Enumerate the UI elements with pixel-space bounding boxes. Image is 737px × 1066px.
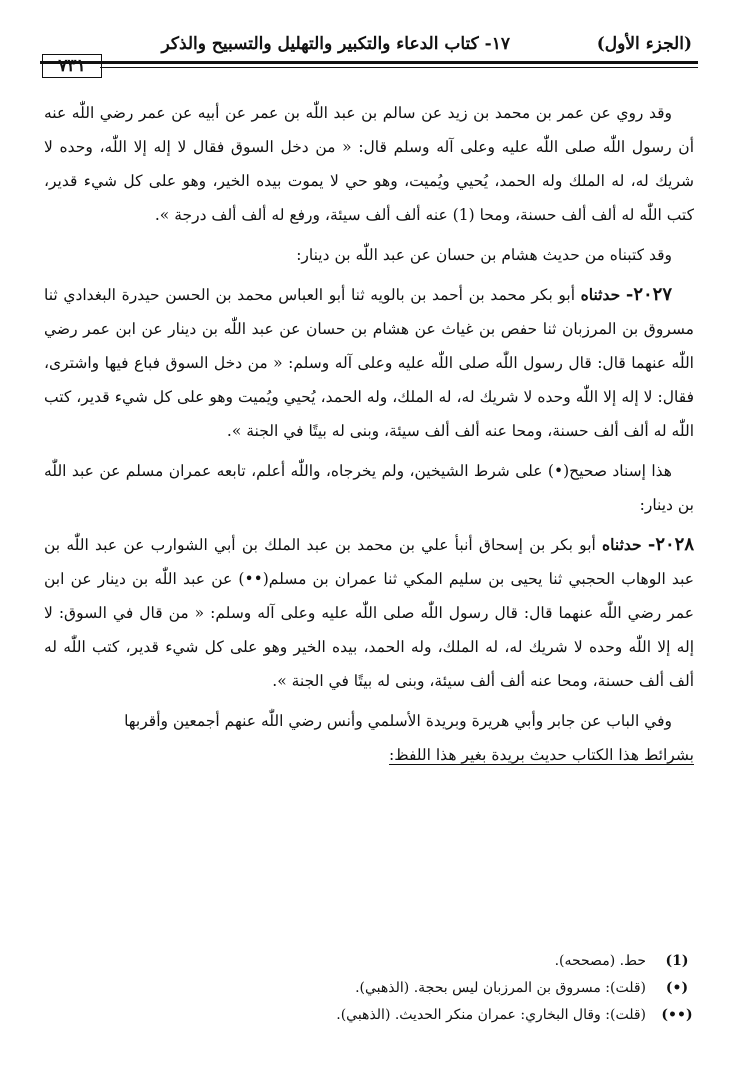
- paragraph-note: [44, 238, 694, 272]
- footnote-text: (قلت): وقال البخاري: عمران منكر الحديث. (الذهبي).: [336, 1007, 646, 1023]
- main-text: [44, 96, 694, 778]
- footnote-mark: (1): [665, 953, 689, 969]
- header-rule-thin: [100, 67, 698, 68]
- footnote: [44, 975, 694, 1002]
- hadith-2028: [44, 528, 694, 698]
- paragraph-chapter-note: [44, 704, 694, 738]
- hadith-keyword: حدثناه: [580, 285, 621, 304]
- paragraph-text: هذا إسناد صحيح(•) على شرط الشيخين، ولم يخرجاه، واللّٰه أعلم، تابعه عمران مسلم عن عبد اللّٰه بن دينار:: [44, 462, 694, 514]
- hadith-text: أبو بكر محمد بن أحمد بن بالويه ثنا أبو العباس محمد بن الحسن حيدرة البغدادي ثنا مسروق بن المرزبان ثنا حفص بن غياث عن هشام بن حسان عن عبد اللّٰه بن دينار عن ابن عمر رضي اللّٰه عنهما قال: قال رسول اللّٰه صلى اللّٰه عليه وعلى آله وسلم: « من دخل السوق فباع فيها واشترى، فقال: لا إله إلا اللّٰه وحده لا شريك له، له الملك، وله الحمد، يُحيي ويُميت وهو على كل شيء قدير، كتب اللّٰه له ألف ألف حسنة، ومحا عنه ألف ألف سيئة، وبنى له بيتًا في الجنة ».: [44, 286, 694, 440]
- running-header: [40, 32, 698, 62]
- paragraph-text: وقد كتبناه من حديث هشام بن حسان عن عبد اللّٰه بن دينار:: [296, 246, 672, 264]
- footnote-text: حط. (مصححه).: [554, 953, 646, 969]
- header-rule-thick: [40, 61, 698, 64]
- hadith-2027: [44, 278, 694, 448]
- footnote: [44, 948, 694, 975]
- chapter-title: ١٧- كتاب الدعاء والتكبير والتهليل والتسبيح والذكر: [161, 34, 510, 54]
- paragraph-intro: [44, 96, 694, 232]
- footnotes: [44, 948, 694, 1029]
- footnote: [44, 1002, 694, 1029]
- hadith-number: ٢٠٢٨-: [647, 534, 694, 555]
- footnote-text: (قلت): مسروق بن المرزبان ليس بحجة. (الذهبي).: [355, 980, 646, 996]
- paragraph-last-line: [44, 738, 694, 772]
- page-number: ٧٣١: [42, 54, 102, 78]
- hadith-number: ٢٠٢٧-: [625, 284, 672, 305]
- hadith-keyword: حدثناه: [602, 535, 642, 554]
- footnote-mark: (•): [665, 980, 689, 996]
- paragraph-text: بشرائط هذا الكتاب حديث بريدة بغير هذا اللفظ:: [389, 746, 694, 764]
- footnote-mark: (••): [661, 1007, 693, 1023]
- paragraph-text: وقد روي عن عمر بن محمد بن زيد عن سالم بن عبد اللّٰه بن عمر عن أبيه عن عمر رضي اللّٰه عنه أن رسول اللّٰه صلى اللّٰه عليه وعلى آله وسلم قال: « من دخل السوق فقال لا إله إلا اللّٰه، وحده لا شريك له، له الملك وله الحمد، يُحيي ويُميت، وهو حي لا يموت بيده الخير، وهو على كل شيء قدير، كتب اللّٰه له ألف ألف حسنة، ومحا (1) عنه ألف ألف سيئة، ورفع له ألف ألف درجة ».: [44, 104, 694, 224]
- paragraph-grading: [44, 454, 694, 522]
- paragraph-text: وفي الباب عن جابر وأبي هريرة وبريدة الأسلمي وأنس رضي اللّٰه عنهم أجمعين وأقربها: [124, 712, 672, 730]
- volume-label: (الجزء الأول): [596, 34, 692, 54]
- hadith-text: أبو بكر بن إسحاق أنبأ علي بن محمد بن عبد الملك بن أبي الشوارب عن عبد اللّٰه بن عبد الوهاب الحجبي ثنا يحيى بن سليم المكي ثنا عمران بن مسلم(••) عن عبد اللّٰه بن دينار عن ابن عمر رضي اللّٰه عنهما قال: قال رسول اللّٰه صلى اللّٰه عليه وعلى آله وسلم: « من قال في السوق: لا إله إلا اللّٰه وحده لا شريك له، له الملك، وله الحمد، بيده الخير وهو على كل شيء قدير، كتب اللّٰه له ألف ألف حسنة، ومحا عنه ألف ألف سيئة، وبنى له بيتًا في الجنة ».: [44, 536, 694, 690]
